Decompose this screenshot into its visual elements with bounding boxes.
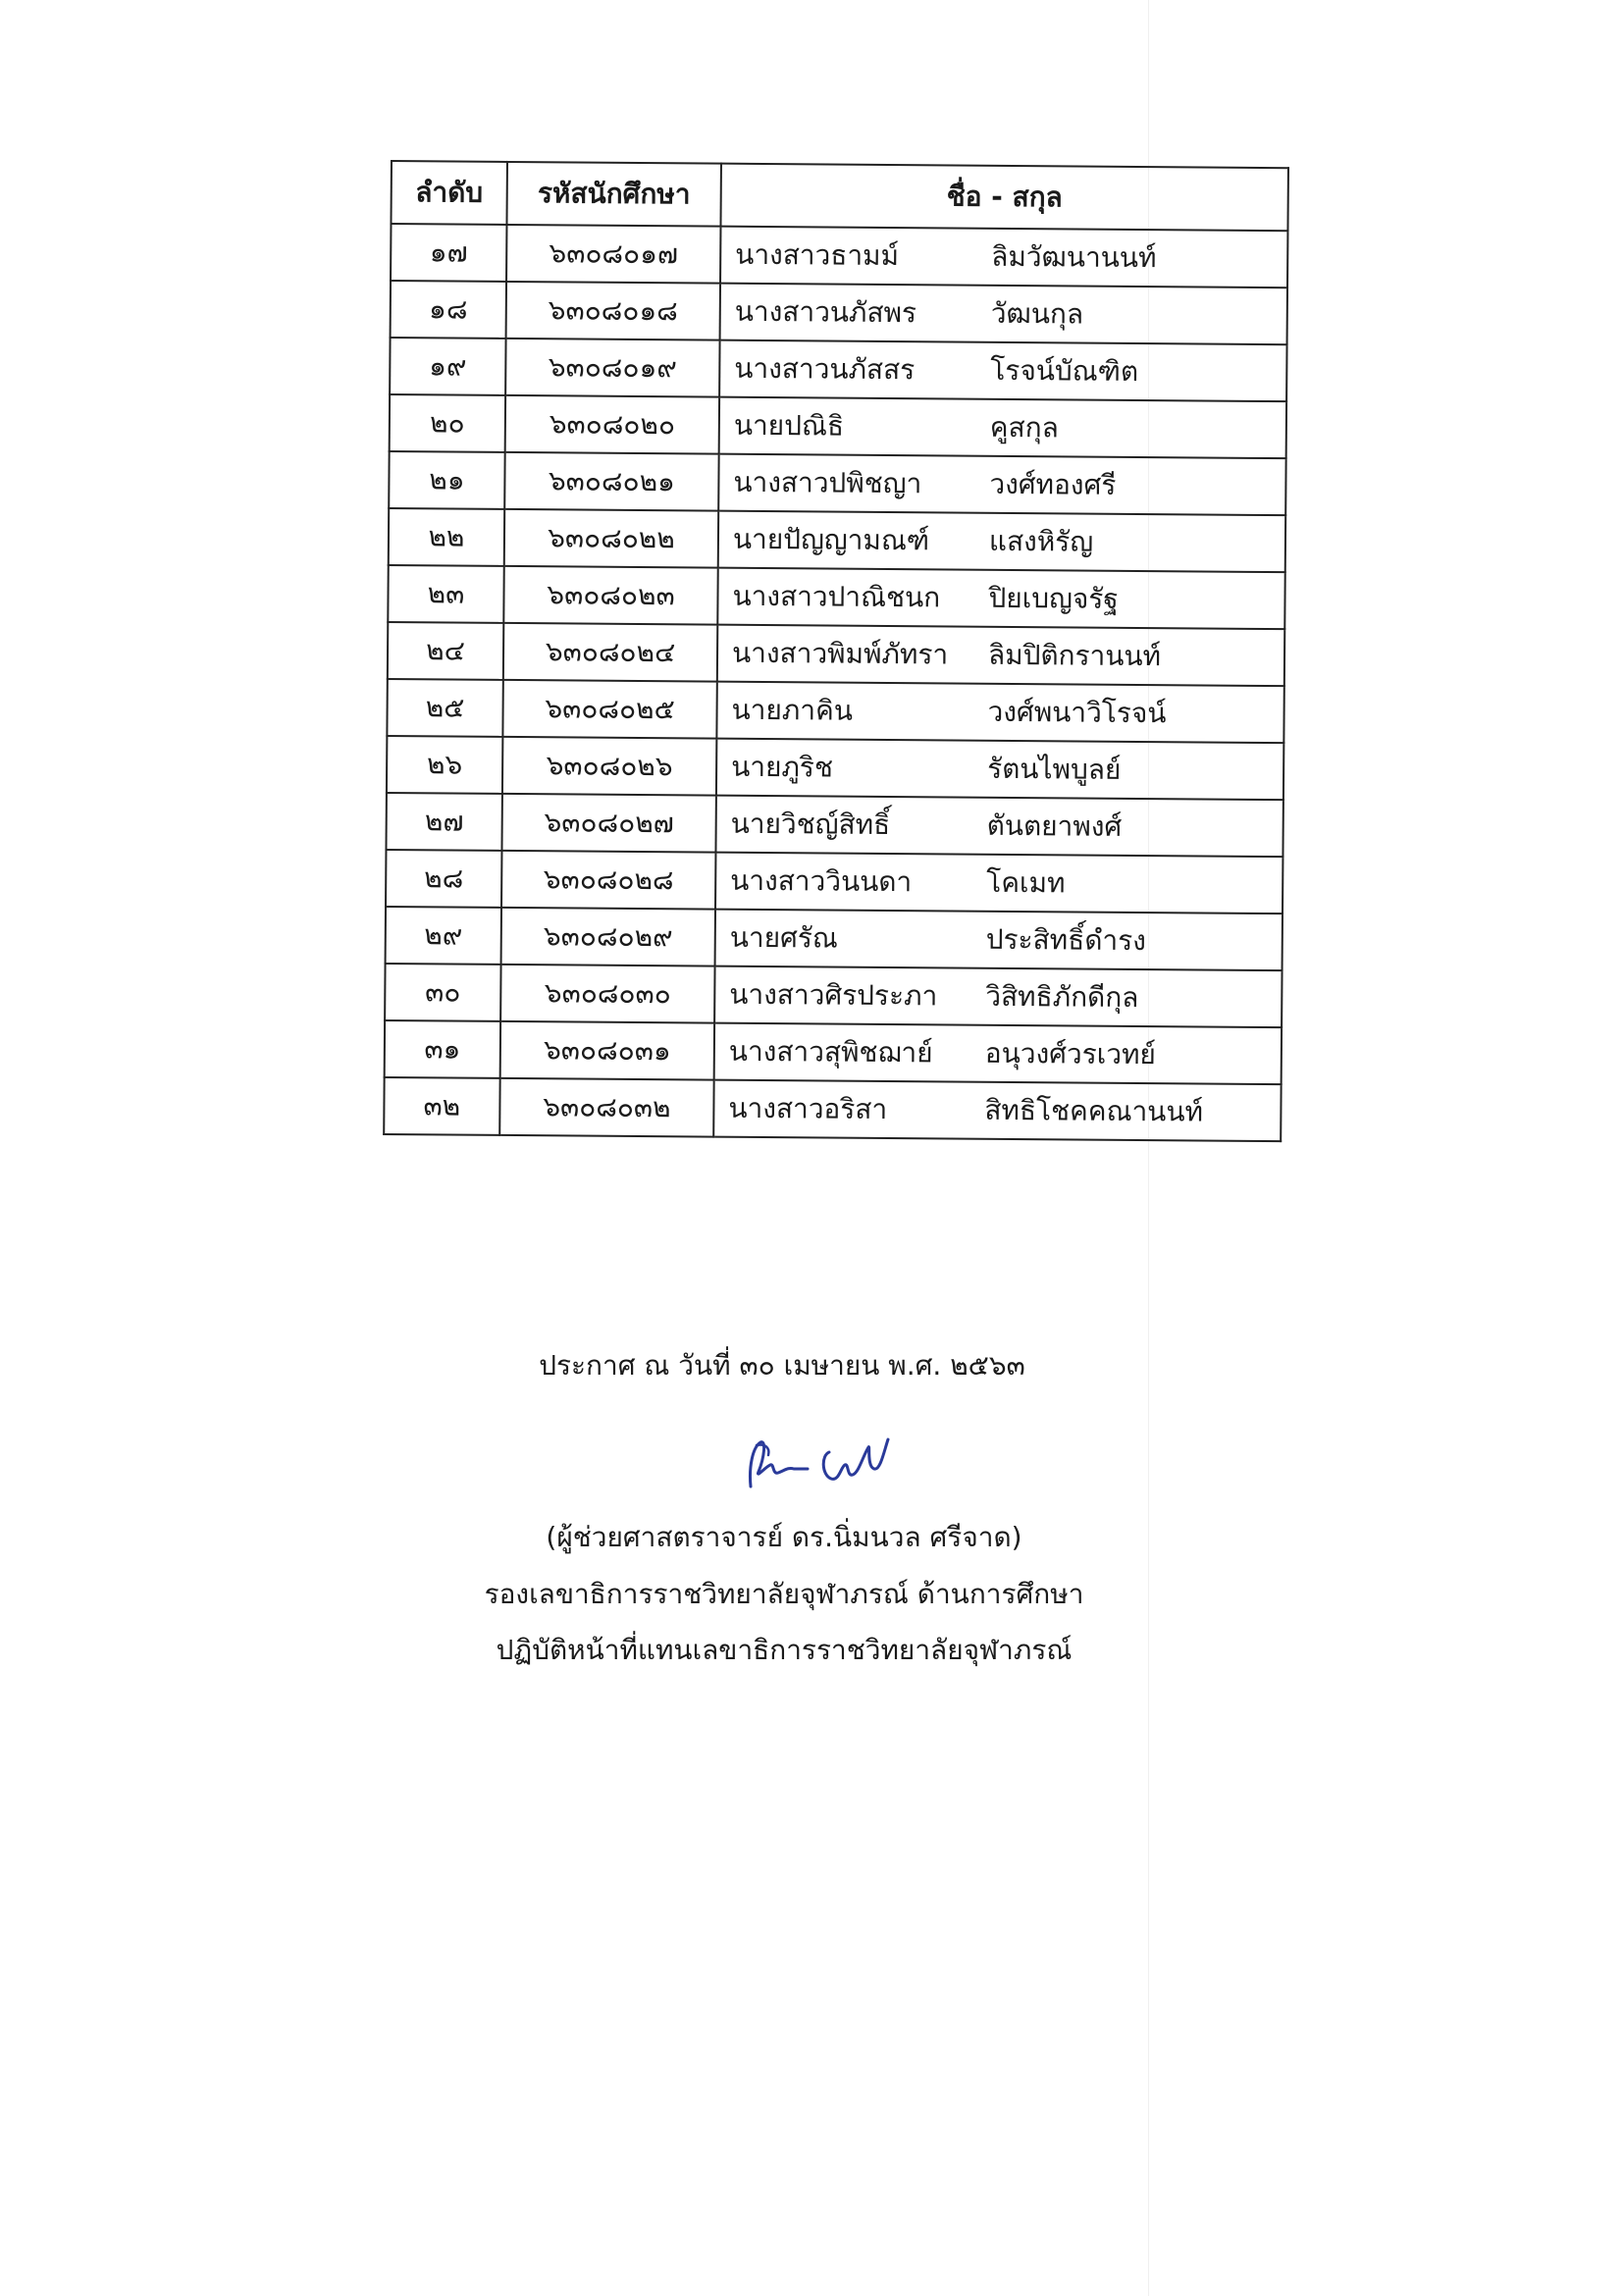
table-row [389, 451, 1285, 515]
row-order-number: ๑๗ [391, 224, 506, 282]
row-first-name: นายภูริช [731, 750, 834, 784]
row-first-name: นางสาวนภัสสร [734, 351, 916, 387]
row-last-name: วงศ์พนาวิโรจน์ [987, 695, 1167, 730]
row-full-name [719, 340, 1286, 402]
row-last-name: ประสิทธิ์ดำรง [985, 922, 1147, 958]
signer-name: (ผู้ช่วยศาสตราจารย์ ดร.นิ่มนวล ศรีจาด) [546, 1521, 1022, 1553]
name-container [720, 398, 1285, 458]
name-container [721, 228, 1286, 287]
row-last-name: แสงหิรัญ [988, 524, 1094, 558]
name-container [717, 740, 1283, 800]
row-student-id: ๖๓๐๘๐๓๒ [499, 1078, 713, 1137]
row-first-name: นางสาวธามม์ [735, 237, 900, 273]
name-container [718, 626, 1283, 686]
table-row [384, 1077, 1281, 1141]
row-last-name: วิสิทธิภักดีกุล [985, 979, 1139, 1015]
row-first-name: นายวิชญ์สิทธิ์ [730, 807, 891, 842]
row-last-name: วงศ์ทองศรี [989, 467, 1117, 501]
row-student-id: ๖๓๐๘๐๒๐ [505, 395, 719, 454]
row-first-name: นายภาคิน [731, 693, 854, 727]
table-row [391, 224, 1287, 287]
table-row [385, 964, 1282, 1027]
row-student-id: ๖๓๐๘๐๒๗ [501, 794, 715, 853]
row-first-name: นางสาววินนดา [730, 863, 913, 899]
name-container [718, 569, 1283, 629]
row-student-id: ๖๓๐๘๐๑๗ [506, 225, 720, 284]
row-order-number: ๓๐ [385, 964, 500, 1021]
header-full-name: ชื่อ - สกุล [720, 164, 1287, 232]
name-container [715, 967, 1281, 1027]
row-order-number: ๒๖ [387, 736, 502, 794]
row-order-number: ๑๙ [390, 338, 505, 395]
row-student-id: ๖๓๐๘๐๒๕ [502, 680, 716, 739]
table-row [387, 736, 1283, 800]
row-last-name: ตันตยาพงศ์ [986, 809, 1123, 843]
row-full-name [717, 568, 1284, 630]
announcement-date: ประกาศ ณ วันที่ ๓๐ เมษายน พ.ศ. ๒๕๖๓ [539, 1349, 1025, 1382]
row-order-number: ๒๔ [388, 622, 503, 680]
row-order-number: ๒๙ [386, 907, 501, 965]
name-container [717, 683, 1283, 743]
name-container [716, 911, 1282, 970]
row-order-number: ๓๑ [385, 1020, 500, 1078]
row-full-name [714, 1023, 1282, 1085]
row-student-id: ๖๓๐๘๐๒๙ [501, 908, 715, 966]
row-full-name [720, 284, 1287, 345]
row-last-name: อนุวงศ์วรเวทย์ [984, 1036, 1157, 1071]
name-container [720, 341, 1285, 401]
table-row [391, 281, 1287, 344]
row-first-name: นางสาวปาณิชนก [732, 579, 941, 614]
row-order-number: ๒๓ [388, 565, 503, 623]
table-row [390, 338, 1286, 401]
table-row [388, 565, 1284, 629]
row-full-name [717, 625, 1284, 687]
row-student-id: ๖๓๐๘๐๓๐ [500, 965, 714, 1023]
row-full-name [713, 1080, 1281, 1142]
row-first-name: นายปณิธิ [733, 408, 845, 443]
row-order-number: ๒๒ [389, 508, 504, 566]
row-student-id: ๖๓๐๘๐๒๔ [503, 623, 717, 682]
table-row [386, 850, 1283, 913]
row-student-id: ๖๓๐๘๐๑๙ [505, 339, 719, 397]
table-row [386, 793, 1283, 857]
row-last-name: วัฒนกุล [990, 296, 1084, 331]
name-container [719, 455, 1284, 515]
row-first-name: นางสาวสุพิชฌาย์ [728, 1034, 933, 1070]
row-order-number: ๒๘ [386, 850, 501, 908]
table-row [390, 394, 1286, 458]
row-last-name: สิทธิโชคคณานนท์ [984, 1093, 1204, 1128]
row-full-name [718, 511, 1285, 573]
row-last-name: รัตนไพบูลย์ [987, 752, 1122, 786]
row-last-name: ลิมวัฒนานนท์ [991, 239, 1157, 275]
table-row [387, 679, 1283, 743]
row-full-name [716, 739, 1283, 801]
row-student-id: ๖๓๐๘๐๒๒ [504, 509, 718, 568]
row-order-number: ๒๕ [387, 679, 502, 737]
row-student-id: ๖๓๐๘๐๒๖ [502, 737, 716, 796]
row-first-name: นางสาวพิมพ์ภัทรา [731, 636, 949, 671]
row-first-name: นายศรัณ [729, 920, 838, 955]
table-row [386, 907, 1283, 970]
row-student-id: ๖๓๐๘๐๑๘ [506, 282, 720, 340]
signature-image [731, 1428, 908, 1506]
name-container [719, 512, 1284, 572]
row-student-id: ๖๓๐๘๐๒๘ [501, 851, 715, 910]
row-first-name: นางสาวปพิชญา [733, 465, 922, 500]
row-full-name [718, 454, 1285, 516]
row-full-name [719, 397, 1286, 459]
signer-position-2: ปฏิบัติหน้าที่แทนเลขาธิการราชวิทยาลัยจุฬาภรณ์ [496, 1634, 1073, 1666]
row-order-number: ๓๒ [384, 1077, 499, 1135]
row-last-name: คูสกุล [989, 410, 1059, 444]
table-header-row [391, 161, 1287, 231]
row-student-id: ๖๓๐๘๐๒๓ [503, 566, 717, 625]
name-container [716, 854, 1282, 913]
row-last-name: ลิมปิติกรานนท์ [987, 638, 1162, 673]
row-full-name [715, 910, 1283, 971]
row-first-name: นางสาวนภัสพร [734, 294, 917, 330]
row-full-name [715, 796, 1283, 858]
row-last-name: ปิยเบญจรัฐ [988, 581, 1119, 615]
signer-position-1: รองเลขาธิการราชวิทยาลัยจุฬาภรณ์ ด้านการศึกษา [484, 1578, 1084, 1610]
row-last-name: โคเมท [986, 865, 1066, 900]
row-order-number: ๒๑ [389, 451, 504, 509]
row-order-number: ๑๘ [391, 281, 506, 339]
name-container [714, 1081, 1280, 1141]
row-full-name [720, 227, 1287, 288]
student-list-table [383, 160, 1289, 1142]
row-full-name [715, 853, 1283, 914]
row-full-name [714, 966, 1282, 1028]
row-order-number: ๒๗ [386, 793, 501, 851]
row-first-name: นางสาวอริสา [728, 1091, 888, 1126]
table-body [384, 224, 1287, 1141]
name-container [716, 797, 1282, 857]
row-order-number: ๒๐ [390, 394, 505, 452]
header-student-id: รหัสนักศึกษา [506, 162, 720, 227]
row-full-name [716, 682, 1283, 744]
table-row [385, 1020, 1282, 1084]
row-last-name: โรจน์บัณฑิต [990, 353, 1139, 388]
row-student-id: ๖๓๐๘๐๓๑ [500, 1021, 714, 1080]
row-student-id: ๖๓๐๘๐๒๑ [504, 452, 718, 511]
row-first-name: นางสาวศิรประภา [729, 977, 938, 1013]
name-container [715, 1024, 1281, 1084]
row-first-name: นายปัญญามณฑ์ [732, 522, 930, 557]
table-row [389, 508, 1285, 572]
header-order: ลำดับ [391, 161, 506, 225]
name-container [721, 285, 1286, 344]
table-row [388, 622, 1284, 686]
